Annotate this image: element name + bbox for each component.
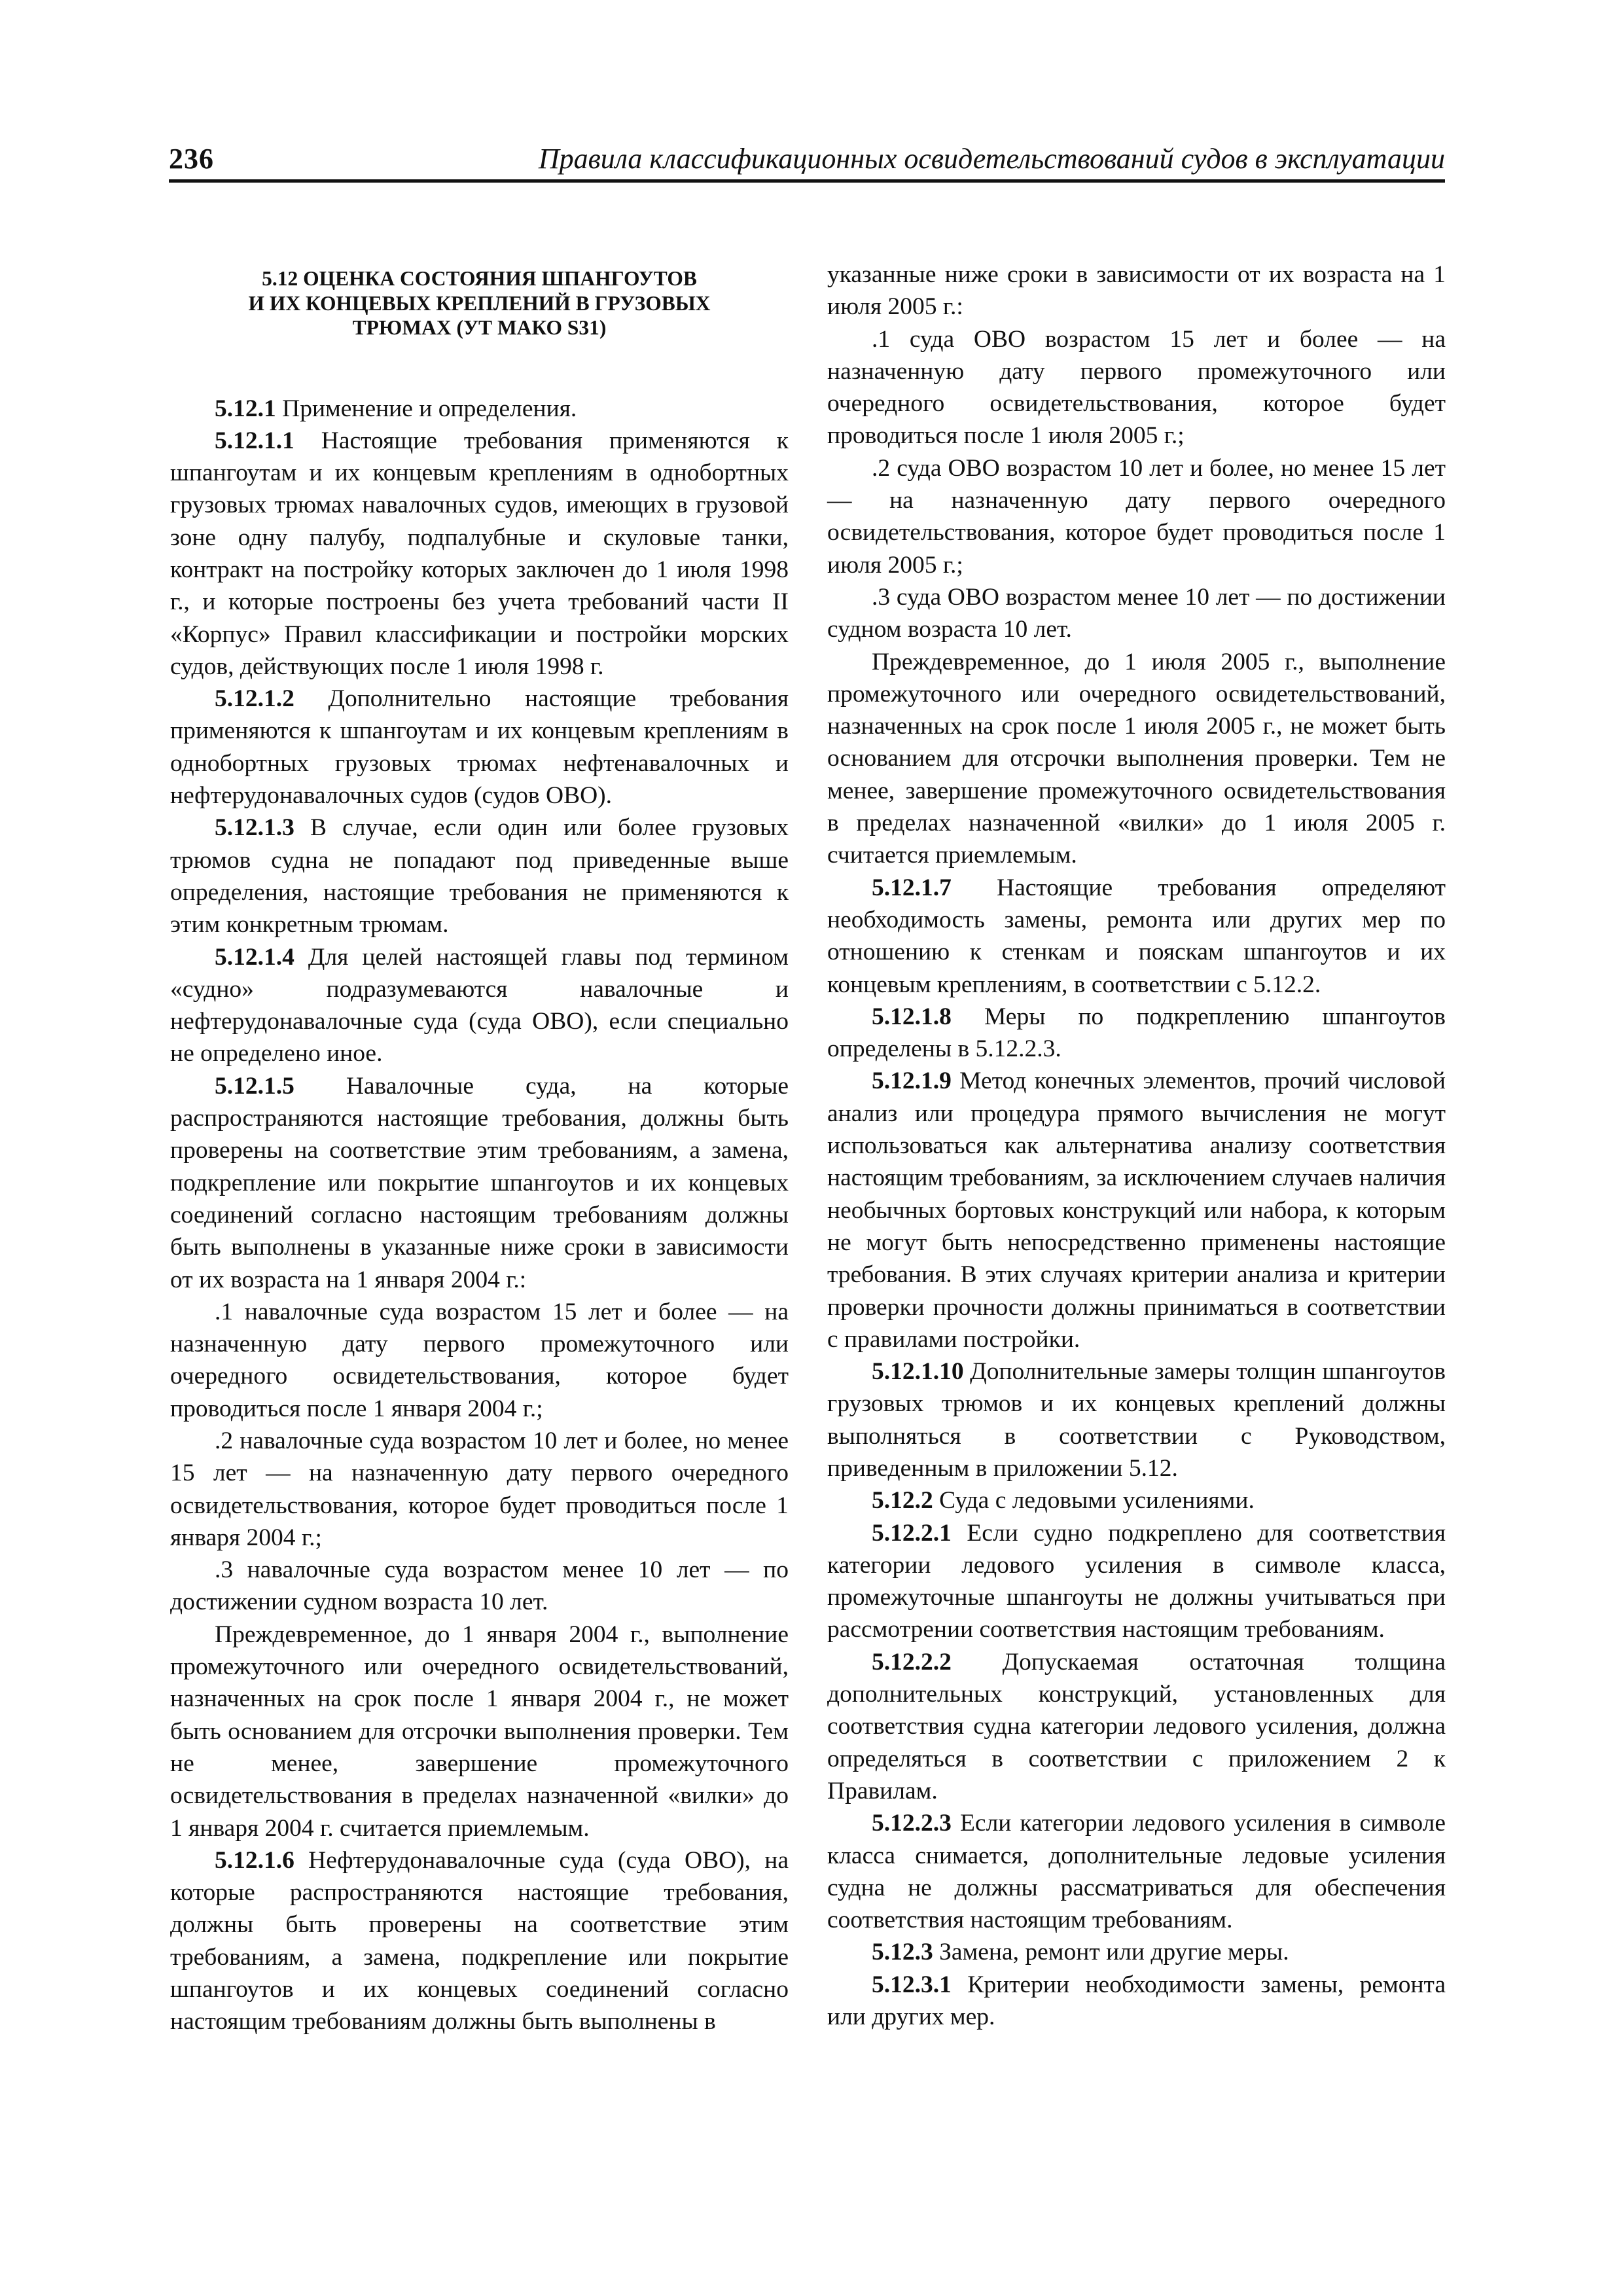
paragraph-text: указанные ниже сроки в зависимости от их возраста на 1 июля 2005 г.: xyxy=(827,261,1446,321)
section-title-line: ТРЮМАХ (УТ МАКО S31) xyxy=(352,316,607,339)
paragraph-text: Настоящие требования применяются к шпангоутам и их концевым креплениям в однобортных грузовых трюмах навалочных судов, имеющих в грузовой зоне одну палубу, подпалубные и скуловые танки, контракт на постройку которых заключен до 1 июля 1998 г., и которые построены без учета требований части II «Корпус» Правил классификации и постройки морских судов, действующих после 1 июля 1998 г. xyxy=(170,427,789,680)
clause-number: 5.12.1.3 xyxy=(215,814,294,842)
paragraph-text: .1 суда OBO возрастом 15 лет и более — на назначенную дату первого промежуточного или очередного освидетельствования, которое будет проводиться после 1 июля 2005 г.; xyxy=(827,325,1446,450)
clause-number: 5.12.1.5 xyxy=(215,1072,294,1100)
paragraph xyxy=(170,1070,789,1296)
section-title-line: И ИХ КОНЦЕВЫХ КРЕПЛЕНИЙ В ГРУЗОВЫХ xyxy=(248,291,711,315)
paragraph-text: В случае, если один или более грузовых трюмов судна не попадают под приведенные выше определения, настоящие требования не применяются к этим конкретным трюмам. xyxy=(170,814,789,939)
paragraph xyxy=(827,1807,1446,1936)
paragraph-text: Метод конечных элементов, прочий числовой анализ или процедура прямого вычисления не могут использоваться как альтернатива анализу соответствия настоящим требованиям, за исключением случаев наличия необычных бортовых конструкций или набора, к которым не могут быть непосредственно применены настоящие требования. В этих случаях критерии анализа и критерии проверки прочности должны приниматься в соответствии с правилами постройки. xyxy=(827,1067,1446,1353)
paragraph-text: Если судно подкреплено для соответствия категории ледового усиления в символе класса, промежуточные шпангоуты не должны учитываться при рассмотрении соответствия настоящим требованиям. xyxy=(827,1519,1446,1643)
page-header xyxy=(169,139,1445,183)
paragraph xyxy=(827,1517,1446,1646)
paragraph xyxy=(170,1296,789,1425)
paragraph-text: Нефтерудонавалочные суда (суда OBO), на которые распространяются настоящие требования, должны быть проверены на соответствие этим требованиям, а замена, подкрепление или покрытие шпангоутов и их концевых соединений согласно настоящим требованиям должны быть выполнены в xyxy=(170,1846,789,2036)
paragraph-text: Настоящие требования определяют необходимость замены, ремонта или других мер по отношению к стенкам и пояскам шпангоутов и их концевым креплениям, в соответствии с 5.12.2. xyxy=(827,874,1446,998)
paragraph-text: Преждевременное, до 1 июля 2005 г., выполнение промежуточного или очередного освидетельствований, назначенных на срок после 1 июля 2005 г., не может быть основанием для отсрочки выполнения проверки. Тем не менее, завершение промежуточного освидетельствования в пределах назначенной «вилки» до 1 июля 2005 г. считается приемлемым. xyxy=(827,648,1446,869)
running-title: Правила классификационных освидетельствований судов в эксплуатации xyxy=(538,143,1445,175)
clause-number: 5.12.1.7 xyxy=(872,874,952,901)
clause-number: 5.12.2 xyxy=(872,1487,933,1515)
left-column xyxy=(170,259,789,2038)
spacer xyxy=(170,340,789,393)
paragraph-text: .2 навалочные суда возрастом 10 лет и более, но менее 15 лет — на назначенную дату первого очередного освидетельствования, которое будет проводиться после 1 января 2004 г.; xyxy=(170,1427,789,1551)
paragraph xyxy=(170,1844,789,2038)
clause-number: 5.12.3.1 xyxy=(872,1971,952,1998)
paragraph xyxy=(827,323,1446,452)
paragraph xyxy=(170,941,789,1070)
clause-number: 5.12.1.9 xyxy=(872,1067,952,1095)
paragraph xyxy=(170,812,789,941)
clause-number: 5.12.1 xyxy=(215,395,276,422)
paragraph xyxy=(827,646,1446,872)
section-title-line: 5.12 ОЦЕНКА СОСТОЯНИЯ ШПАНГОУТОВ xyxy=(262,267,697,290)
paragraph xyxy=(170,393,789,425)
right-column xyxy=(827,259,1446,2033)
paragraph-text: Замена, ремонт или другие меры. xyxy=(933,1939,1289,1966)
paragraph-text: Дополнительно настоящие требования применяются к шпангоутам и их концевым креплениям в однобортных грузовых трюмах нефтенавалочных и нефтерудонавалочных судов (судов OBO). xyxy=(170,685,789,810)
clause-number: 5.12.1.8 xyxy=(872,1003,952,1030)
paragraph-text: Если категории ледового усиления в символе класса снимается, дополнительные ледовые усиления судна не должны рассматриваться для обеспечения соответствия настоящим требованиям. xyxy=(827,1810,1446,1934)
clause-number: 5.12.1.6 xyxy=(215,1846,294,1874)
paragraph xyxy=(170,1554,789,1619)
paragraph-text: Преждевременное, до 1 января 2004 г., выполнение промежуточного или очередного освидетельствований, назначенных на срок после 1 января 2004 г., не может быть основанием для отсрочки выполнения проверки. Тем не менее, завершение промежуточного освидетельствования в пределах назначенной «вилки» до 1 января 2004 г. считается приемлемым. xyxy=(170,1621,789,1842)
paragraph xyxy=(170,1425,789,1554)
paragraph-text: .1 навалочные суда возрастом 15 лет и более — на назначенную дату первого промежуточного или очередного освидетельствования, которое будет проводиться после 1 января 2004 г.; xyxy=(170,1298,789,1422)
paragraph xyxy=(827,1065,1446,1355)
clause-number: 5.12.1.10 xyxy=(872,1358,964,1386)
paragraph-text: .2 суда OBO возрастом 10 лет и более, но менее 15 лет — на назначенную дату первого очередного освидетельствования, которое будет проводиться после 1 июля 2005 г.; xyxy=(827,454,1446,579)
paragraph-text: Для целей настоящей главы под термином «судно» подразумеваются навалочные и нефтерудонавалочные суда (суда OBO), если специально не определено иное. xyxy=(170,943,789,1067)
page-number: 236 xyxy=(169,143,214,175)
paragraph-text: .3 суда OBO возрастом менее 10 лет — по достижении судном возраста 10 лет. xyxy=(827,583,1446,643)
clause-number: 5.12.3 xyxy=(872,1939,933,1966)
paragraph xyxy=(827,1936,1446,1968)
paragraph xyxy=(827,1355,1446,1484)
clause-number: 5.12.1.1 xyxy=(215,427,294,454)
paragraph-text: Меры по подкреплению шпангоутов определены в 5.12.2.3. xyxy=(827,1003,1446,1063)
clause-number: 5.12.1.2 xyxy=(215,685,294,713)
paragraph xyxy=(827,1484,1446,1516)
paragraph xyxy=(827,1001,1446,1066)
paragraph xyxy=(827,581,1446,646)
paragraph-text: .3 навалочные суда возрастом менее 10 лет — по достижении судном возраста 10 лет. xyxy=(170,1556,789,1616)
clause-number: 5.12.2.2 xyxy=(872,1648,952,1676)
paragraph-text: Допускаемая остаточная толщина дополнительных конструкций, установленных для соответствия судна категории ледового усиления, должна определяться в соответствии с приложением 2 к Правилам. xyxy=(827,1648,1446,1804)
left-paragraphs xyxy=(170,393,789,2038)
right-paragraphs xyxy=(827,259,1446,2033)
paragraph xyxy=(827,1646,1446,1807)
paragraph-text: Применение и определения. xyxy=(276,395,577,422)
paragraph xyxy=(827,452,1446,581)
paragraph xyxy=(170,683,789,812)
paragraph xyxy=(827,259,1446,323)
paragraph xyxy=(827,872,1446,1001)
clause-number: 5.12.2.3 xyxy=(872,1810,952,1837)
paragraph xyxy=(170,1619,789,1844)
paragraph-text: Критерии необходимости замены, ремонта или других мер. xyxy=(827,1971,1446,2031)
clause-number: 5.12.2.1 xyxy=(872,1519,952,1547)
paragraph xyxy=(827,1969,1446,2034)
paragraph-text: Дополнительные замеры толщин шпангоутов грузовых трюмов и их концевых креплений должны выполняться в соответствии с Руководством, приведенным в приложении 5.12. xyxy=(827,1358,1446,1482)
paragraph-text: Навалочные суда, на которые распространяются настоящие требования, должны быть проверены на соответствие этим требованиям, а замена, подкрепление или покрытие шпангоутов и их концевых соединений согласно настоящим требованиям должны быть выполнены в указанные ниже сроки в зависимости от их возраста на 1 января 2004 г.: xyxy=(170,1072,789,1293)
paragraph-text: Суда с ледовыми усилениями. xyxy=(933,1487,1255,1515)
paragraph xyxy=(170,425,789,683)
clause-number: 5.12.1.4 xyxy=(215,943,294,971)
section-title xyxy=(183,266,776,340)
